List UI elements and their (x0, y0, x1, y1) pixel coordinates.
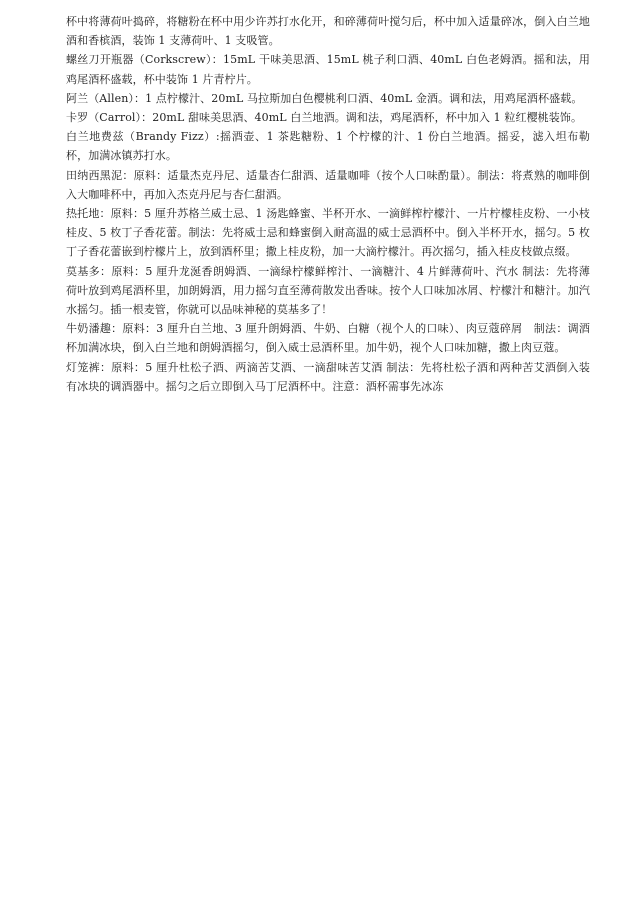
document-page (66, 12, 590, 396)
paragraph-corkscrew: 螺丝刀开瓶器（Corkscrew）：15mL 干味美思酒、15mL 桃子利口酒、40mL 白色老姆酒。摇和法，用鸡尾酒杯盛载，杯中装饰 1 片青柠片。 (66, 53, 590, 86)
paragraph-knickerbocker: 灯笼裤：原料：5 厘升杜松子酒、两滴苦艾酒、一滴甜味苦艾酒 制法：先将杜松子酒和两种苦艾酒倒入装有冰块的调酒器中。摇匀之后立即倒入马丁尼酒杯中。注意：酒杯需事先冰冻 (66, 360, 590, 393)
paragraph-brandy-fizz: 白兰地费兹（Brandy Fizz）:摇酒壶、1 茶匙糖粉、1 个柠檬的汁、1 份白兰地酒。摇妥，滤入坦布勒杯，加满冰镇苏打水。 (66, 130, 590, 163)
paragraph-carrol: 卡罗（Carrol）：20mL 甜味美思酒、40mL 白兰地酒。调和法，鸡尾酒杯，杯中加入 1 粒红樱桃装饰。 (66, 111, 583, 125)
paragraph-mojito: 莫基多：原料：5 厘升龙涎香朗姆酒、一滴绿柠檬鲜榨汁、一滴糖汁、4 片鲜薄荷叶、汽水 制法：先将薄荷叶放到鸡尾酒杯里，加朗姆酒，用力摇匀直至薄荷散发出香味。按个人口味加冰屑、柠檬汁和糖汁。加汽水摇匀。插一根麦管，你就可以品味神秘的莫基多了！ (66, 264, 590, 317)
paragraph-allen: 阿兰（Allen）：1 点柠檬汁、20mL 马拉斯加白色樱桃利口酒、40mL 金酒。调和法，用鸡尾酒杯盛载。 (66, 91, 583, 105)
paragraph-tennessee-mud: 田纳西黑泥：原料：适量杰克丹尼、适量杏仁甜酒、适量咖啡（按个人口味酌量）。制法：将煮熟的咖啡倒入大咖啡杯中，再加入杰克丹尼与杏仁甜酒。 (66, 168, 590, 201)
paragraph-hot-toddy: 热托地：原料：5 厘升苏格兰威士忌、1 汤匙蜂蜜、半杯开水、一滴鲜榨柠檬汁、一片柠檬桂皮粉、一小枝桂皮、5 枚丁子香花蕾。制法：先将威士忌和蜂蜜倒入耐高温的威士忌酒杯中。倒入半杯开水，摇匀。5 枚丁子香花蕾嵌到柠檬片上，放到酒杯里；撒上桂皮粉，加一大滴柠檬汁。再次摇匀，插入桂皮枝做点缀。 (66, 207, 590, 259)
paragraph-milk-punch: 牛奶潘趣：原料：3 厘升白兰地、3 厘升朗姆酒、牛奶、白糖（视个人的口味）、肉豆蔻碎屑 制法：调酒杯加满冰块，倒入白兰地和朗姆酒摇匀，倒入威士忌酒杯里。加牛奶，视个人口味加糖，撒上肉豆蔻。 (66, 322, 590, 355)
paragraph-mint-julep-continuation: 杯中将薄荷叶捣碎，将糖粉在杯中用少许苏打水化开，和碎薄荷叶搅匀后，杯中加入适量碎冰，倒入白兰地酒和香槟酒，装饰 1 支薄荷叶、1 支吸管。 (66, 15, 590, 48)
